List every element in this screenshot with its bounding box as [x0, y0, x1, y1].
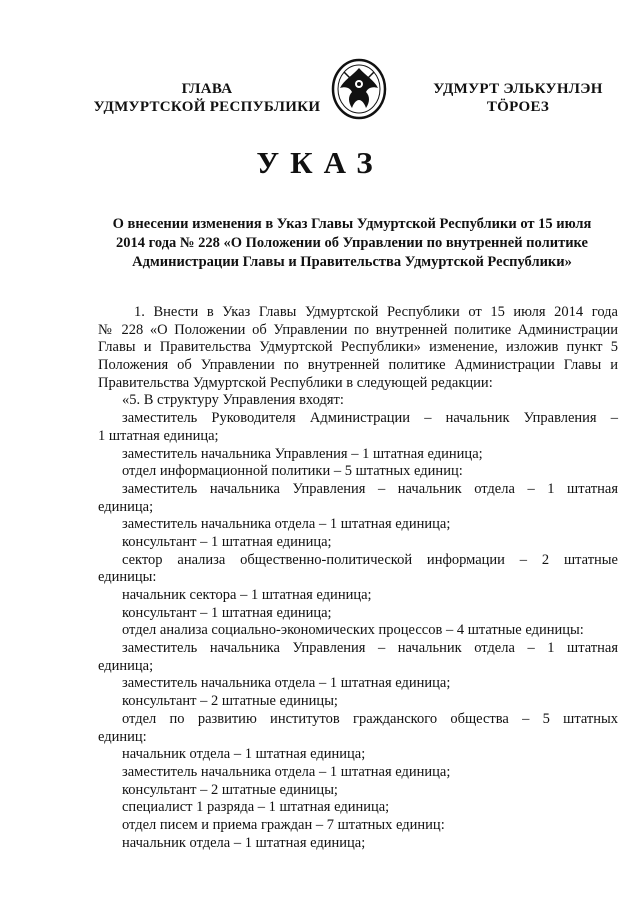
- body-line: 1 штатная единица;: [98, 427, 219, 444]
- subject-line: Администрации Главы и Правительства Удмуртской Республики»: [132, 254, 572, 270]
- coat-of-arms-icon: [330, 58, 388, 120]
- document-title: УКАЗ: [256, 145, 384, 180]
- body-line: специалист 1 разряда – 1 штатная единица;: [122, 799, 390, 816]
- body-line: Главы и Правительства Удмуртской Республики» изменение, изложив пункт 5: [98, 339, 618, 356]
- body-line: отдел информационной политики – 5 штатных единиц:: [122, 463, 463, 480]
- body-line: заместитель начальника Управления – 1 штатная единица;: [122, 445, 483, 462]
- body-line: заместитель начальника отдела – 1 штатная единица;: [122, 675, 451, 692]
- body-line: «5. В структуру Управления входят:: [122, 392, 344, 409]
- body-line: отдел по развитию институтов гражданского общества – 5 штатных: [122, 710, 618, 727]
- body-line: заместитель начальника Управления – начальник отдела – 1 штатная: [122, 480, 618, 497]
- body-line: консультант – 1 штатная единица;: [122, 533, 332, 550]
- body-line: заместитель начальника отдела – 1 штатная единица;: [122, 516, 451, 533]
- body-line: Правительства Удмуртской Республики в следующей редакции:: [98, 374, 493, 391]
- body-line: начальник отдела – 1 штатная единица;: [122, 834, 366, 851]
- body-line: отдел анализа социально-экономических процессов – 4 штатные единицы:: [122, 622, 584, 639]
- body-line: единица;: [98, 498, 154, 515]
- body-line: консультант – 2 штатные единицы;: [122, 781, 338, 798]
- header-right-line2: ТӦРОЕЗ: [486, 99, 550, 115]
- body-line: заместитель начальника Управления – начальник отдела – 1 штатная: [122, 640, 618, 657]
- header-left-line1: ГЛАВА: [181, 81, 233, 97]
- header-left-line2: УДМУРТСКОЙ РЕСПУБЛИКИ: [93, 99, 321, 115]
- subject-line: 2014 года № 228 «О Положении об Управлении по внутренней политике: [116, 235, 588, 251]
- body-line: единица;: [98, 657, 154, 674]
- body-line: единиц:: [98, 728, 147, 745]
- body-line: 1. Внести в Указ Главы Удмуртской Республики от 15 июля 2014 года: [134, 304, 618, 320]
- document-body: [98, 304, 618, 852]
- header-left: [92, 80, 322, 116]
- body-line: начальник сектора – 1 штатная единица;: [122, 587, 372, 603]
- body-line: консультант – 2 штатные единицы;: [122, 693, 338, 710]
- body-line: Положения об Управлении по внутренней политике Администрации Главы и: [98, 357, 618, 374]
- document-subject: [92, 215, 612, 272]
- body-line: единицы:: [98, 569, 157, 586]
- body-line: № 228 «О Положении об Управлении по внутренней политике Администрации: [98, 321, 618, 338]
- body-line: консультант – 1 штатная единица;: [122, 604, 332, 621]
- header-right: [418, 80, 618, 116]
- header-right-line1: УДМУРТ ЭЛЬКУНЛЭН: [433, 81, 603, 97]
- body-line: сектор анализа общественно-политической информации – 2 штатные: [122, 551, 618, 568]
- body-line: заместитель начальника отдела – 1 штатная единица;: [122, 763, 451, 780]
- subject-line: О внесении изменения в Указ Главы Удмуртской Республики от 15 июля: [112, 216, 592, 232]
- body-line: начальник отдела – 1 штатная единица;: [122, 746, 366, 763]
- body-line: заместитель Руководителя Администрации – начальник Управления –: [122, 410, 618, 427]
- body-line: отдел писем и приема граждан – 7 штатных единиц:: [122, 816, 445, 833]
